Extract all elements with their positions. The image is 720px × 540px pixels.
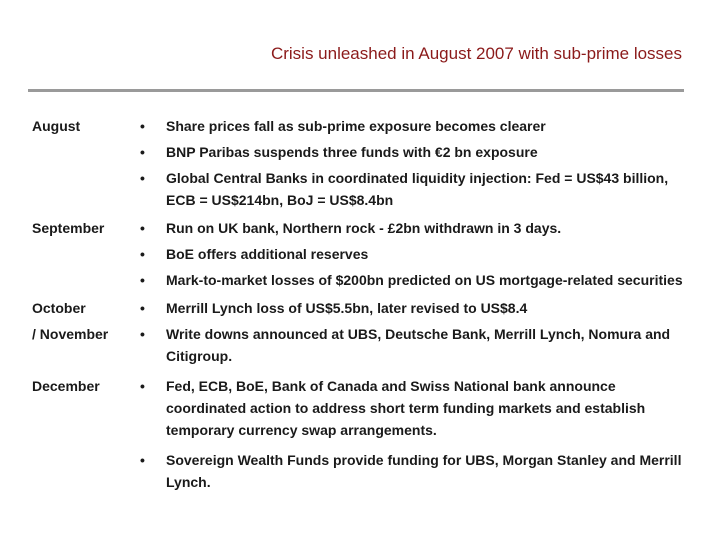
bullet-icon: • xyxy=(140,452,145,468)
bullet-item xyxy=(32,115,692,137)
bullet-item xyxy=(32,167,692,211)
bullet-text: Mark-to-market losses of $200bn predicted on US mortgage-related securities xyxy=(166,272,683,288)
month-label: December xyxy=(32,378,100,394)
bullet-item xyxy=(32,243,692,265)
month-label: September xyxy=(32,220,105,236)
bullet-text: Fed, ECB, BoE, Bank of Canada and Swiss National bank announce coordinated action to address short term funding markets and establish temporary currency swap arrangements. xyxy=(166,378,646,438)
bullet-icon: • xyxy=(140,118,145,134)
bullet-item xyxy=(32,269,692,291)
timeline-row-october xyxy=(32,297,692,319)
bullet-text: Share prices fall as sub-prime exposure becomes clearer xyxy=(166,118,546,134)
bullet-icon: • xyxy=(140,378,145,394)
bullet-item xyxy=(32,141,692,163)
bullet-text: BNP Paribas suspends three funds with €2 bn exposure xyxy=(166,144,538,160)
bullet-icon: • xyxy=(140,246,145,262)
bullet-icon: • xyxy=(140,272,145,288)
bullet-item xyxy=(32,375,692,441)
timeline-row-august xyxy=(32,115,692,211)
bullet-item xyxy=(32,217,692,239)
bullet-icon: • xyxy=(140,300,145,316)
timeline-row-november xyxy=(32,323,692,367)
bullet-text: Write downs announced at UBS, Deutsche Bank, Merrill Lynch, Nomura and Citigroup. xyxy=(166,326,671,364)
timeline xyxy=(32,115,692,497)
month-label: / November xyxy=(32,326,109,342)
title-divider xyxy=(28,89,684,92)
bullet-icon: • xyxy=(140,220,145,236)
bullet-item xyxy=(32,449,692,493)
bullet-icon: • xyxy=(140,170,145,186)
slide-title: Crisis unleashed in August 2007 with sub-prime losses xyxy=(270,44,682,63)
bullet-text: Sovereign Wealth Funds provide funding for UBS, Morgan Stanley and Merrill Lynch. xyxy=(166,452,682,490)
timeline-row-september xyxy=(32,217,692,291)
month-label: October xyxy=(32,300,86,316)
bullet-text: Global Central Banks in coordinated liquidity injection: Fed = US$43 billion, ECB = US$214bn, BoJ = US$8.4bn xyxy=(166,170,669,208)
bullet-text: Run on UK bank, Northern rock - £2bn withdrawn in 3 days. xyxy=(166,220,562,236)
bullet-text: Merrill Lynch loss of US$5.5bn, later revised to US$8.4 xyxy=(166,300,528,316)
bullet-icon: • xyxy=(140,326,145,342)
bullet-icon: • xyxy=(140,144,145,160)
timeline-row-december xyxy=(32,375,692,493)
bullet-text: BoE offers additional reserves xyxy=(166,246,369,262)
month-label: August xyxy=(32,118,81,134)
bullet-item xyxy=(32,297,692,319)
bullet-item xyxy=(32,323,692,367)
